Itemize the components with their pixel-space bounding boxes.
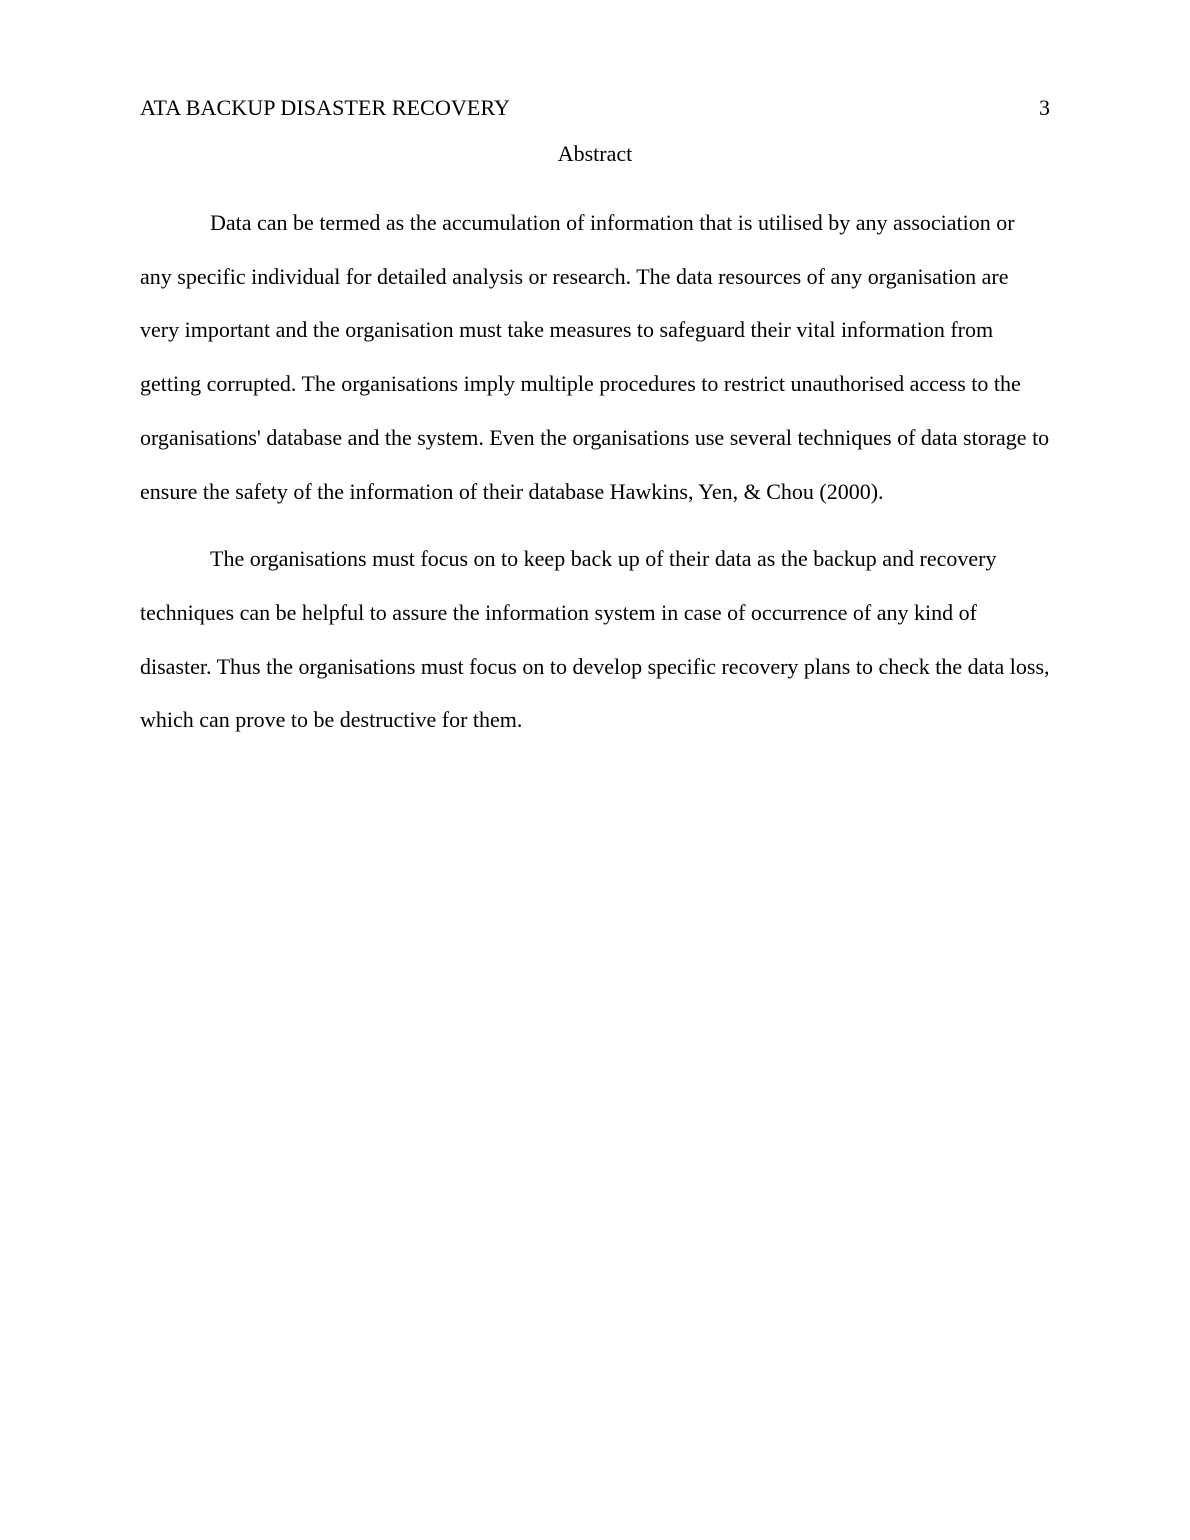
abstract-body xyxy=(140,196,1050,761)
abstract-paragraph: Data can be termed as the accumulation of information that is utilised by any association or any specific individual for detailed analysis or research. The data resources of any organisation are very important and the organisation must take measures to safeguard their vital information from getting corrupted. The organisations imply multiple procedures to restrict unauthorised access to the organisations' database and the system. Even the organisations use several techniques of data storage to ensure the safety of the information of their database Hawkins, Yen, & Chou (2000). xyxy=(140,210,1050,504)
running-head: ATA BACKUP DISASTER RECOVERY xyxy=(140,95,510,120)
page-number: 3 xyxy=(1039,95,1050,120)
abstract-paragraph: The organisations must focus on to keep back up of their data as the backup and recovery techniques can be helpful to assure the information system in case of occurrence of any kind of disaster. Thus the organisations must focus on to develop specific recovery plans to check the data loss, which can prove to be destructive for them. xyxy=(140,546,1050,733)
abstract-heading: Abstract xyxy=(557,141,633,166)
